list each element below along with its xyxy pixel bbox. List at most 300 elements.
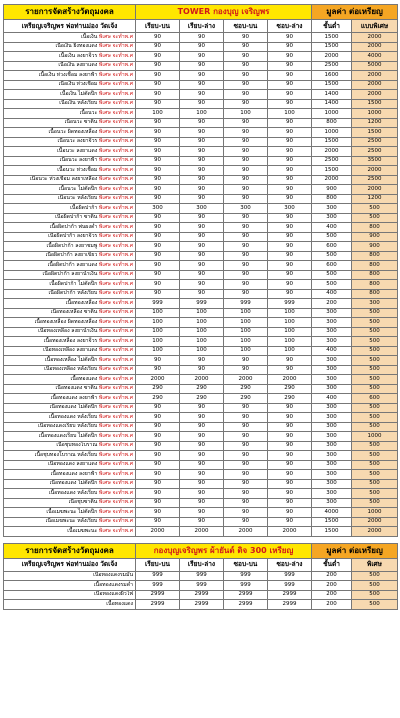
price-cell: 90 xyxy=(136,441,180,451)
item-name xyxy=(4,289,136,299)
table-row xyxy=(4,223,398,233)
price-cell: 1500 xyxy=(352,128,398,138)
table-row xyxy=(4,71,398,81)
promo-label: พิเศษ จะทำพ.ศ xyxy=(98,147,133,154)
price-cell: 90 xyxy=(268,185,312,195)
price-cell: 400 xyxy=(312,394,352,404)
item-name-text: เนื้อผิดปาก้า ลงยาจีวร xyxy=(48,233,98,240)
table-row xyxy=(4,299,398,309)
promo-label: พิเศษ จะทำพ.ศ xyxy=(98,252,133,259)
price-cell: 300 xyxy=(312,204,352,214)
price-cell: 90 xyxy=(180,80,224,90)
price-cell: 500 xyxy=(352,590,398,600)
price-cell: 2000 xyxy=(224,527,268,537)
item-name-text: เนื้อชุบทองโบราณ xyxy=(56,442,98,449)
item-name-text: เนื้อทองแดง หลังเรียบ xyxy=(48,489,98,496)
price-cell: 290 xyxy=(268,384,312,394)
price-cell: 90 xyxy=(136,403,180,413)
item-name xyxy=(4,422,136,432)
price-cell: 5000 xyxy=(352,61,398,71)
item-name xyxy=(4,128,136,138)
price-cell: 100 xyxy=(180,308,224,318)
promo-label: พิเศษ จะทำพ.ศ xyxy=(98,214,133,221)
price-cell: 999 xyxy=(136,571,180,581)
price-cell: 500 xyxy=(352,451,398,461)
price-cell: 2999 xyxy=(180,600,224,610)
price-cell: 2000 xyxy=(180,375,224,385)
table-row xyxy=(4,194,398,204)
price-cell: 300 xyxy=(312,365,352,375)
title-left: รายการจัดสร้างวัตถุมงคล xyxy=(4,5,136,20)
price-table-main xyxy=(3,4,398,537)
table-row xyxy=(4,204,398,214)
price-cell: 300 xyxy=(268,204,312,214)
item-name xyxy=(4,223,136,233)
price-cell: 2000 xyxy=(352,185,398,195)
price-cell: 90 xyxy=(268,223,312,233)
item-name-text: เนื้อนวะ ห่วงเชื่อม xyxy=(57,166,98,173)
price-cell: 90 xyxy=(136,33,180,43)
price-cell: 90 xyxy=(268,517,312,527)
price-cell: 90 xyxy=(180,403,224,413)
promo-label: พิเศษ จะทำพ.ศ xyxy=(98,62,133,69)
item-name xyxy=(4,109,136,119)
item-name-text: เนื้อผิดปาก้า ลงยาน้ำเงิน xyxy=(42,271,98,278)
price-cell: 999 xyxy=(136,581,180,591)
col-header: เรียบ-ล่าง xyxy=(180,558,224,571)
price-cell: 300 xyxy=(312,356,352,366)
price-cell: 900 xyxy=(352,242,398,252)
price-cell: 500 xyxy=(312,280,352,290)
item-name-text: เนื้อผิดปาก้า ซาติน xyxy=(55,214,98,221)
table-row xyxy=(4,571,398,581)
item-name xyxy=(4,308,136,318)
price-cell: 800 xyxy=(352,251,398,261)
price-cell: 90 xyxy=(180,451,224,461)
price-cell: 500 xyxy=(352,213,398,223)
price-cell: 200 xyxy=(312,571,352,581)
price-cell: 100 xyxy=(180,337,224,347)
price-cell: 2999 xyxy=(224,590,268,600)
price-cell: 290 xyxy=(180,384,224,394)
col-header: ซอบ-บน xyxy=(224,20,268,33)
price-cell: 90 xyxy=(136,137,180,147)
price-cell: 90 xyxy=(224,194,268,204)
table-row xyxy=(4,118,398,128)
table-row xyxy=(4,384,398,394)
price-cell: 90 xyxy=(180,422,224,432)
item-name xyxy=(4,337,136,347)
title-row xyxy=(4,5,398,20)
price-cell: 90 xyxy=(268,137,312,147)
price-cell: 200 xyxy=(312,590,352,600)
price-cell: 300 xyxy=(136,204,180,214)
item-name-text: เนื้อทองแดง ลงยาฟ้า xyxy=(50,394,98,401)
price-cell: 90 xyxy=(224,365,268,375)
promo-label: พิเศษ จะทำพ.ศ xyxy=(98,195,133,202)
promo-label: พิเศษ จะทำพ.ศ xyxy=(98,442,133,449)
col-header: ซอบ-ล่าง xyxy=(268,558,312,571)
item-name-text: เนื้อทองเหลือง ลงยาจีวร xyxy=(43,337,98,344)
price-cell: 500 xyxy=(352,581,398,591)
promo-label: พิเศษ จะทำพ.ศ xyxy=(98,261,133,268)
promo-label: พิเศษ จะทำพ.ศ xyxy=(98,337,133,344)
table-row xyxy=(4,289,398,299)
price-cell: 600 xyxy=(312,242,352,252)
price-cell: 300 xyxy=(312,327,352,337)
price-cell: 90 xyxy=(268,479,312,489)
price-cell: 300 xyxy=(312,441,352,451)
price-cell: 400 xyxy=(312,289,352,299)
table-row xyxy=(4,80,398,90)
promo-label: พิเศษ จะทำพ.ศ xyxy=(98,489,133,496)
price-cell: 1000 xyxy=(312,109,352,119)
price-cell: 200 xyxy=(312,581,352,591)
table-row xyxy=(4,394,398,404)
price-cell: 90 xyxy=(268,90,312,100)
item-name xyxy=(4,194,136,204)
table-row xyxy=(4,403,398,413)
price-cell: 90 xyxy=(180,460,224,470)
promo-label: พิเศษ จะทำพ.ศ xyxy=(98,81,133,88)
price-cell: 500 xyxy=(352,346,398,356)
price-cell: 90 xyxy=(136,185,180,195)
price-cell: 90 xyxy=(180,432,224,442)
price-cell: 90 xyxy=(268,232,312,242)
price-cell: 2000 xyxy=(268,375,312,385)
price-cell: 1600 xyxy=(312,71,352,81)
table-row xyxy=(4,308,398,318)
item-name-text: เนื้อชุบทองโบราณ หลังเรียบ xyxy=(34,451,98,458)
price-cell: 1200 xyxy=(352,118,398,128)
price-cell: 90 xyxy=(136,470,180,480)
item-name-text: เนื้อเงิน หลังเรียบ xyxy=(59,100,98,107)
price-cell: 90 xyxy=(180,185,224,195)
price-cell: 300 xyxy=(312,432,352,442)
price-cell: 90 xyxy=(224,280,268,290)
table-row xyxy=(4,261,398,271)
price-cell: 2000 xyxy=(352,90,398,100)
price-cell: 90 xyxy=(268,33,312,43)
price-cell: 2000 xyxy=(136,375,180,385)
price-cell: 90 xyxy=(268,71,312,81)
price-cell: 1000 xyxy=(352,508,398,518)
promo-label: พิเศษ จะทำพ.ศ xyxy=(98,432,133,439)
price-cell: 500 xyxy=(312,232,352,242)
price-cell: 100 xyxy=(136,346,180,356)
price-cell: 100 xyxy=(180,346,224,356)
price-cell: 90 xyxy=(136,517,180,527)
table-row xyxy=(4,185,398,195)
price-cell: 2500 xyxy=(352,175,398,185)
item-name xyxy=(4,204,136,214)
item-name-text: เนื้อเมฆพะนะ หลังเรียบ xyxy=(45,518,98,525)
col-header: ชั้นต่ำ xyxy=(312,558,352,571)
price-cell: 2999 xyxy=(136,600,180,610)
item-name xyxy=(4,571,136,581)
item-name xyxy=(4,42,136,52)
price-cell: 999 xyxy=(136,299,180,309)
price-cell: 90 xyxy=(180,489,224,499)
price-cell: 90 xyxy=(268,251,312,261)
price-cell: 90 xyxy=(268,166,312,176)
item-name-text: เนื้อเงิน ยิงทองแดง xyxy=(55,43,98,50)
price-cell: 1000 xyxy=(352,432,398,442)
table-row xyxy=(4,346,398,356)
item-name-text: เนื้อเงิน ลงยาจีวร xyxy=(58,52,98,59)
price-cell: 2500 xyxy=(312,61,352,71)
price-cell: 500 xyxy=(352,460,398,470)
price-cell: 90 xyxy=(268,61,312,71)
price-cell: 90 xyxy=(268,460,312,470)
price-cell: 100 xyxy=(224,308,268,318)
price-cell: 1500 xyxy=(312,166,352,176)
price-table-second xyxy=(3,543,398,610)
price-cell: 300 xyxy=(312,337,352,347)
price-cell: 90 xyxy=(136,251,180,261)
price-cell: 90 xyxy=(224,175,268,185)
table-row xyxy=(4,213,398,223)
price-cell: 90 xyxy=(268,261,312,271)
price-cell: 500 xyxy=(352,489,398,499)
price-cell: 90 xyxy=(180,175,224,185)
price-cell: 90 xyxy=(224,128,268,138)
table-row xyxy=(4,90,398,100)
price-cell: 100 xyxy=(224,109,268,119)
promo-label: พิเศษ จะทำพ.ศ xyxy=(98,394,133,401)
table-row xyxy=(4,327,398,337)
col-header: ชั้นต่ำ xyxy=(312,20,352,33)
price-cell: 90 xyxy=(268,128,312,138)
item-name xyxy=(4,232,136,242)
table-row xyxy=(4,61,398,71)
price-cell: 100 xyxy=(180,327,224,337)
price-cell: 100 xyxy=(136,109,180,119)
item-name xyxy=(4,147,136,157)
item-name xyxy=(4,470,136,480)
price-cell: 500 xyxy=(352,356,398,366)
price-cell: 500 xyxy=(352,318,398,328)
promo-label: พิเศษ จะทำพ.ศ xyxy=(98,508,133,515)
col-header: ซอบ-ล่าง xyxy=(268,20,312,33)
price-cell: 90 xyxy=(268,451,312,461)
price-cell: 90 xyxy=(180,52,224,62)
price-cell: 90 xyxy=(224,251,268,261)
price-cell: 90 xyxy=(180,242,224,252)
price-cell: 90 xyxy=(180,232,224,242)
item-name xyxy=(4,451,136,461)
item-name-text: เนื้อทองแดงเรียบ หลังเรียบ xyxy=(37,423,98,430)
price-cell: 90 xyxy=(180,147,224,157)
price-cell: 90 xyxy=(224,80,268,90)
table-row xyxy=(4,137,398,147)
promo-label: พิเศษ จะทำพ.ศ xyxy=(98,470,133,477)
price-cell: 90 xyxy=(136,128,180,138)
price-cell: 90 xyxy=(224,90,268,100)
price-cell: 600 xyxy=(352,394,398,404)
price-cell: 100 xyxy=(136,308,180,318)
item-name xyxy=(4,166,136,176)
price-cell: 1400 xyxy=(312,90,352,100)
price-cell: 90 xyxy=(224,33,268,43)
item-name xyxy=(4,52,136,62)
table-row xyxy=(4,318,398,328)
price-cell: 290 xyxy=(180,394,224,404)
price-cell: 90 xyxy=(268,99,312,109)
price-cell: 2000 xyxy=(352,517,398,527)
price-cell: 90 xyxy=(224,403,268,413)
item-name-text: เนื้อนวะ ลงยาแดง xyxy=(57,147,98,154)
price-cell: 90 xyxy=(224,118,268,128)
price-cell: 200 xyxy=(312,299,352,309)
price-cell: 100 xyxy=(268,318,312,328)
table-row xyxy=(4,441,398,451)
price-cell: 900 xyxy=(312,185,352,195)
price-cell: 290 xyxy=(268,394,312,404)
item-name xyxy=(4,600,136,610)
price-cell: 90 xyxy=(180,289,224,299)
item-name-text: เนื้อทองแดง xyxy=(70,375,98,382)
promo-label: พิเศษ จะทำพ.ศ xyxy=(98,518,133,525)
price-cell: 90 xyxy=(136,365,180,375)
price-cell: 90 xyxy=(180,118,224,128)
price-cell: 90 xyxy=(136,156,180,166)
price-cell: 300 xyxy=(312,375,352,385)
price-cell: 90 xyxy=(136,147,180,157)
price-cell: 90 xyxy=(136,223,180,233)
price-cell: 2000 xyxy=(352,166,398,176)
col-header: เรียบ-บน xyxy=(136,20,180,33)
item-name-text: เนื้อเงิน xyxy=(80,33,98,40)
price-cell: 90 xyxy=(224,451,268,461)
price-cell: 90 xyxy=(136,80,180,90)
table-row xyxy=(4,451,398,461)
promo-label: พิเศษ จะทำพ.ศ xyxy=(98,328,133,335)
table-row xyxy=(4,270,398,280)
item-name xyxy=(4,90,136,100)
table-row xyxy=(4,581,398,591)
item-name-text: เนื้อเงิน ลงยาแดง xyxy=(58,62,98,69)
price-cell: 100 xyxy=(224,327,268,337)
price-cell: 90 xyxy=(136,432,180,442)
promo-label: พิเศษ จะทำพ.ศ xyxy=(98,461,133,468)
price-cell: 400 xyxy=(312,223,352,233)
price-cell: 90 xyxy=(180,270,224,280)
item-name-text: เนื้อนวะ ไม่ตัดปีก xyxy=(58,185,98,192)
promo-label: พิเศษ จะทำพ.ศ xyxy=(98,356,133,363)
price-cell: 90 xyxy=(224,498,268,508)
price-cell: 2500 xyxy=(352,137,398,147)
price-cell: 90 xyxy=(268,242,312,252)
item-name-text: เนื้อผิดปาก้า หลังเรียบ xyxy=(48,290,98,297)
price-cell: 90 xyxy=(224,289,268,299)
item-name-text: เนื้อทองเหลือง หลังเรียบ xyxy=(44,366,98,373)
price-cell: 90 xyxy=(180,33,224,43)
promo-label: พิเศษ จะทำพ.ศ xyxy=(98,166,133,173)
promo-label: พิเศษ จะทำพ.ศ xyxy=(98,157,133,164)
item-name-text: เนื้อทองเหลือง ลงยาแดง xyxy=(43,347,98,354)
price-cell: 999 xyxy=(180,571,224,581)
table-row xyxy=(4,175,398,185)
title-mid: กองบุญเจริญพร ผ้ายันต์ ดิจ 300 เหรียญ xyxy=(136,543,312,558)
item-name xyxy=(4,175,136,185)
promo-label: พิเศษ จะทำพ.ศ xyxy=(98,299,133,306)
promo-label: พิเศษ จะทำพ.ศ xyxy=(98,100,133,107)
item-name xyxy=(4,242,136,252)
price-cell: 400 xyxy=(312,346,352,356)
promo-label: พิเศษ จะทำพ.ศ xyxy=(98,176,133,183)
table-row xyxy=(4,356,398,366)
price-cell: 300 xyxy=(312,403,352,413)
price-cell: 2000 xyxy=(352,527,398,537)
promo-label: พิเศษ จะทำพ.ศ xyxy=(98,138,133,145)
price-cell: 90 xyxy=(268,508,312,518)
header-row xyxy=(4,20,398,33)
price-cell: 300 xyxy=(312,498,352,508)
price-cell: 90 xyxy=(224,489,268,499)
price-cell: 90 xyxy=(180,194,224,204)
price-cell: 90 xyxy=(268,147,312,157)
price-cell: 90 xyxy=(136,289,180,299)
price-cell: 100 xyxy=(136,318,180,328)
promo-label: พิเศษ จะทำพ.ศ xyxy=(98,128,133,135)
price-cell: 90 xyxy=(136,270,180,280)
item-name xyxy=(4,346,136,356)
price-cell: 90 xyxy=(268,175,312,185)
table-row xyxy=(4,242,398,252)
item-name xyxy=(4,270,136,280)
item-name xyxy=(4,356,136,366)
price-cell: 90 xyxy=(268,498,312,508)
col-header-name: เหรียญเจริญพร พ่อท่านม่อง วัดเจ้ง xyxy=(4,20,136,33)
promo-label: พิเศษ จะทำพ.ศ xyxy=(98,385,133,392)
price-cell: 1500 xyxy=(312,517,352,527)
title-row xyxy=(4,543,398,558)
price-cell: 800 xyxy=(312,118,352,128)
promo-label: พิเศษ จะทำพ.ศ xyxy=(98,366,133,373)
price-cell: 90 xyxy=(268,42,312,52)
item-name-text: เนื้อเงิน ไม่ตัดปีก xyxy=(60,90,98,97)
promo-label: พิเศษ จะทำพ.ศ xyxy=(98,33,133,40)
col-header: เรียบ-ล่าง xyxy=(180,20,224,33)
price-cell: 1500 xyxy=(312,527,352,537)
price-cell: 300 xyxy=(312,489,352,499)
promo-label: พิเศษ จะทำพ.ศ xyxy=(98,223,133,230)
price-cell: 500 xyxy=(352,384,398,394)
item-name-text: เนื้อทองแดงเรียบ ไม่ตัดปีก xyxy=(38,432,98,439)
col-header: แบบพิเศษ xyxy=(352,20,398,33)
item-name-text: เนื้อผิดปาก้า พ่นผงดำ xyxy=(49,223,98,230)
price-cell: 300 xyxy=(312,384,352,394)
promo-label: พิเศษ จะทำพ.ศ xyxy=(98,290,133,297)
item-name-text: เนื้อนวะ ซาติน xyxy=(64,119,98,126)
price-cell: 90 xyxy=(180,479,224,489)
price-cell: 500 xyxy=(312,251,352,261)
item-name-text: เนื้อผิดปาก้า ลงยาแดง xyxy=(47,261,98,268)
promo-label: พิเศษ จะทำพ.ศ xyxy=(98,185,133,192)
price-cell: 90 xyxy=(224,61,268,71)
table-row xyxy=(4,33,398,43)
table-row xyxy=(4,280,398,290)
price-cell: 500 xyxy=(352,571,398,581)
item-name-text: เนื้อทองแดงผิวไฟ xyxy=(94,591,133,598)
price-cell: 500 xyxy=(352,498,398,508)
promo-label: พิเศษ จะทำพ.ศ xyxy=(98,52,133,59)
item-name-text: เนื้อผิดปาก้า ไม่ตัดปีก xyxy=(49,280,98,287)
table-row xyxy=(4,470,398,480)
table-row xyxy=(4,508,398,518)
price-cell: 100 xyxy=(268,308,312,318)
